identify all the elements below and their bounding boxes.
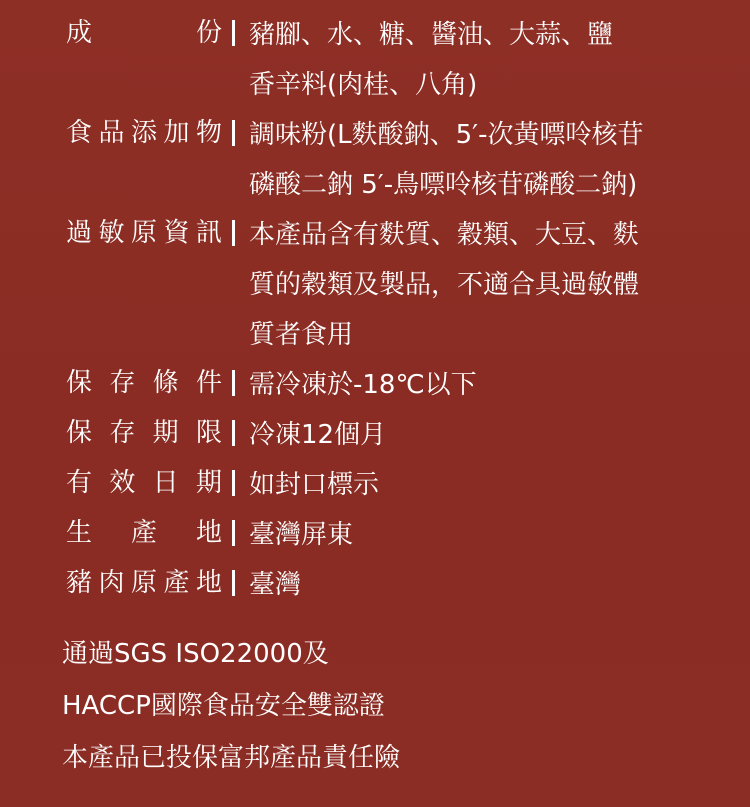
spec-row-additives xyxy=(66,110,709,210)
spec-value: 冷凍12個月 xyxy=(249,420,387,450)
label-separator xyxy=(232,20,235,46)
spec-label: 生 產 地 xyxy=(66,518,222,548)
spec-row-origin xyxy=(66,510,709,560)
spec-label: 豬 肉 原 產 地 xyxy=(66,568,222,598)
label-separator xyxy=(232,370,235,396)
note-line: 本產品已投保富邦產品責任險 xyxy=(62,743,401,773)
spec-table xyxy=(66,10,709,610)
note-line: HACCP國際食品安全雙認證 xyxy=(62,691,385,721)
label-separator xyxy=(232,570,235,596)
spec-label: 保 存 期 限 xyxy=(66,418,222,448)
label-separator xyxy=(232,120,235,146)
spec-value: 臺灣屏東 xyxy=(249,520,354,550)
spec-value: 本產品含有麩質、穀類、大豆、麩 質的穀類及製品，不適合具過敏體 質者食用 xyxy=(249,220,640,350)
note-line: 通過SGS ISO22000及 xyxy=(62,639,329,669)
certification-notes xyxy=(62,628,400,784)
spec-value: 臺灣 xyxy=(249,570,302,600)
label-separator xyxy=(232,520,235,546)
label-separator xyxy=(232,470,235,496)
label-separator xyxy=(232,220,235,246)
spec-row-allergens xyxy=(66,210,709,360)
spec-row-expiry xyxy=(66,460,709,510)
label-separator xyxy=(232,420,235,446)
spec-value: 需冷凍於-18℃以下 xyxy=(249,370,477,400)
spec-label: 過 敏 原 資 訊 xyxy=(66,218,222,248)
spec-row-shelf-life xyxy=(66,410,709,460)
spec-value: 調味粉(L麩酸鈉、5′-次黃嘌呤核苷 磷酸二鈉 5′-鳥嘌呤核苷磷酸二鈉) xyxy=(249,120,644,200)
spec-row-ingredients xyxy=(66,10,709,110)
spec-label: 食 品 添 加 物 xyxy=(66,118,222,148)
spec-label: 有 效 日 期 xyxy=(66,468,222,498)
spec-value: 豬腳、水、糖、醬油、大蒜、鹽 香辛料(肉桂、八角) xyxy=(249,20,614,100)
spec-value: 如封口標示 xyxy=(249,470,380,500)
spec-row-storage-condition xyxy=(66,360,709,410)
spec-label: 保 存 條 件 xyxy=(66,368,222,398)
spec-row-pork-origin xyxy=(66,560,709,610)
spec-label: 成 份 xyxy=(66,18,222,48)
